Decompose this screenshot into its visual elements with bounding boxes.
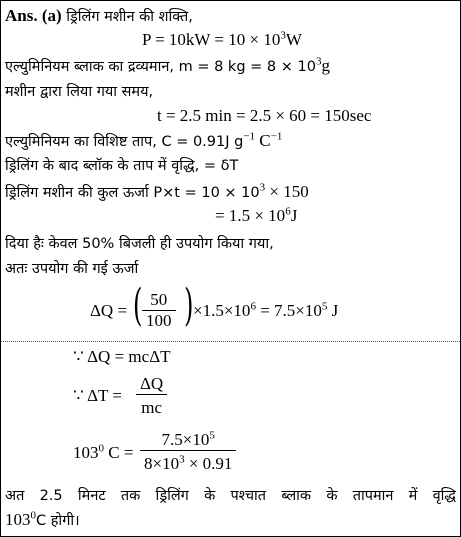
- answer-label: Ans. (a): [5, 6, 62, 25]
- temperature-rise-line: ड्रिलिंग के बाद ब्लॉक के ताप में वृद्धि, = δT: [5, 158, 239, 174]
- mass-line: एल्युमिनियम ब्लाक का द्रव्यमान, m = 8 kg = $8 \times 10^3g$: [5, 55, 330, 75]
- dq-rhs: $\times 1.5\times 10^6 = 7.5\times 10^5$ J: [193, 300, 339, 320]
- time-label: मशीन द्वारा लिया गया समय,: [5, 84, 154, 100]
- specific-heat-line: एल्युमिनियम का विशिष्ट ताप, C = 0.91J $g^{-1}$ $C^{-1}$: [5, 130, 283, 150]
- result-lhs: $103^0$ C =: [73, 442, 134, 462]
- given-line: दिया हैः केवल 50% बिजली ही उपयोग किया गया,: [5, 236, 274, 252]
- left-paren: (: [133, 280, 143, 331]
- answer-heading: ड्रिलिंग मशीन की शक्ति,: [61, 9, 193, 25]
- used-energy-label: अतः उपयोग की गई ऊर्जा: [5, 261, 139, 277]
- energy-result: = $1.5 \times 10^6J$: [215, 205, 298, 225]
- since-equation-1: ∵ ΔQ = mcΔT: [73, 347, 171, 366]
- since-equation-2-fraction: $\frac{\Delta Q}{mc}$: [136, 374, 167, 418]
- dq-fraction: $\frac{50}{100}$: [142, 290, 176, 331]
- result-fraction: $\frac{7.5\times 10^5}{8\times 10^3 \times 0.91}$: [140, 430, 236, 474]
- section-divider: [1, 341, 460, 342]
- conclusion-line-1: अत 2.5 मिनट तक ड्रिलिंग के पश्चात ब्लाक के तापमान में वृद्धि: [5, 488, 456, 504]
- answer-heading-line: [5, 6, 193, 27]
- energy-line: ड्रिलिंग मशीन की कुल ऊर्जा $P\times t = 10 \times 10^3 \times 150$: [5, 181, 309, 201]
- right-paren: ): [184, 280, 194, 331]
- since-equation-2-lhs: ∵ ΔT =: [73, 386, 122, 405]
- time-equation: t = 2.5 min = 2.5 × 60 = 150sec: [157, 106, 372, 125]
- dq-lhs: ΔQ =: [90, 301, 128, 320]
- conclusion-line-2: $103^0C$ होगी।: [5, 509, 80, 529]
- power-equation: $P = 10kW = 10 \times 10^3W$: [142, 29, 302, 49]
